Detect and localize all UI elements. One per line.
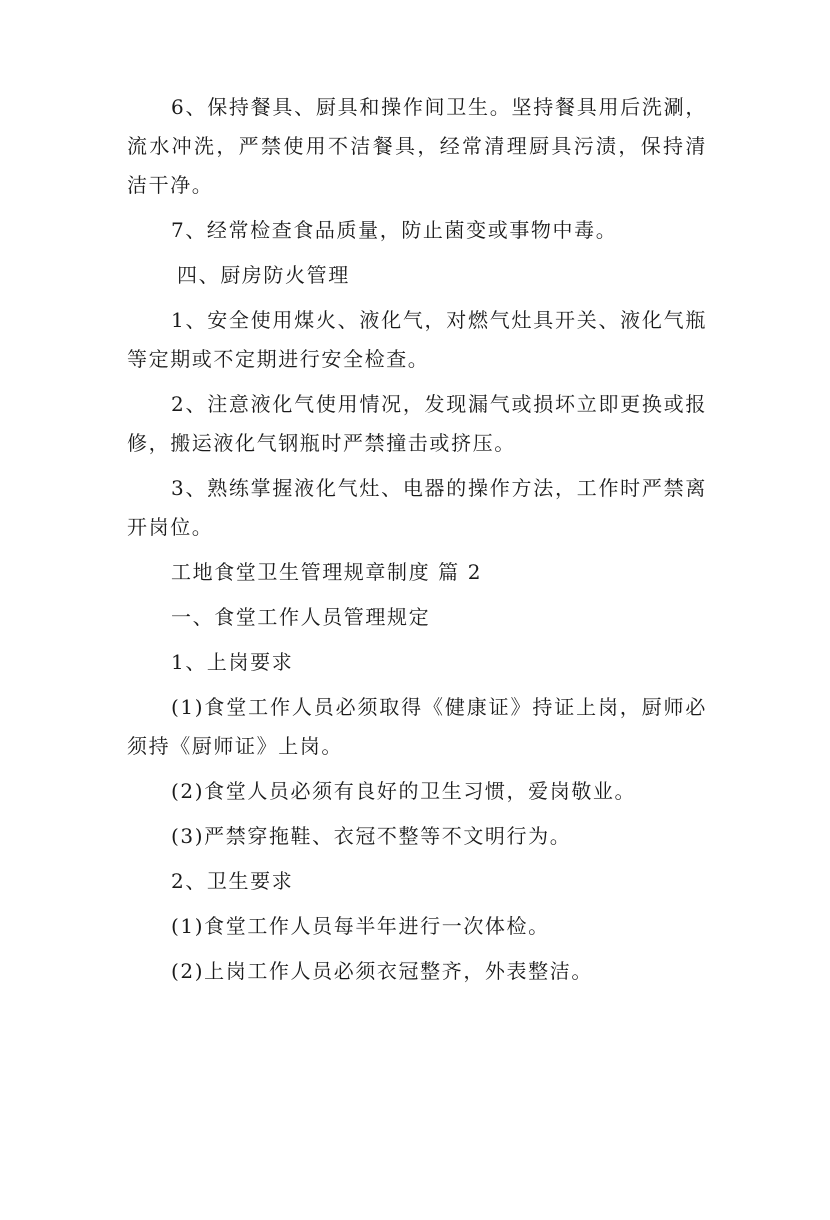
watermark-graphic-bottom xyxy=(413,1050,626,1219)
subheading-hygiene-requirements: 2、卫生要求 xyxy=(171,869,294,893)
document-body xyxy=(127,88,707,997)
subheading-job-requirements: 1、上岗要求 xyxy=(171,650,294,674)
rule-item-health-certificate: (1)食堂工作人员必须取得《健康证》持证上岗，厨师必须持《厨师证》上岗。 xyxy=(127,695,707,758)
rule-item-health-check: (1)食堂工作人员每半年进行一次体检。 xyxy=(171,914,550,938)
rule-item-dress-code: (3)严禁穿拖鞋、衣冠不整等不文明行为。 xyxy=(171,824,572,848)
rule-item-hygiene-habits: (2)食堂人员必须有良好的卫生习惯，爱岗敬业。 xyxy=(171,779,637,803)
section-heading-staff-rules: 一、食堂工作人员管理规定 xyxy=(171,605,431,629)
paragraph-fire-1: 1、安全使用煤火、液化气，对燃气灶具开关、液化气瓶等定期或不定期进行安全检查。 xyxy=(127,308,707,371)
document-section-title: 工地食堂卫生管理规章制度 篇 2 xyxy=(171,560,483,584)
paragraph-fire-2: 2、注意液化气使用情况，发现漏气或损坏立即更换或报修，搬运液化气钢瓶时严禁撞击或挤压。 xyxy=(127,392,707,455)
paragraph-fire-3: 3、熟练掌握液化气灶、电器的操作方法，工作时严禁离开岗位。 xyxy=(127,476,707,539)
paragraph-item-6: 6、保持餐具、厨具和操作间卫生。坚持餐具用后洗涮，流水冲洗，严禁使用不洁餐具，经常清理厨具污渍，保持清洁干净。 xyxy=(127,95,707,197)
rule-item-neat-appearance: (2)上岗工作人员必须衣冠整齐，外表整洁。 xyxy=(171,959,593,983)
section-heading-fire-safety: 四、厨房防火管理 xyxy=(177,263,350,287)
paragraph-item-7: 7、经常检查食品质量，防止菌变或事物中毒。 xyxy=(171,218,618,242)
